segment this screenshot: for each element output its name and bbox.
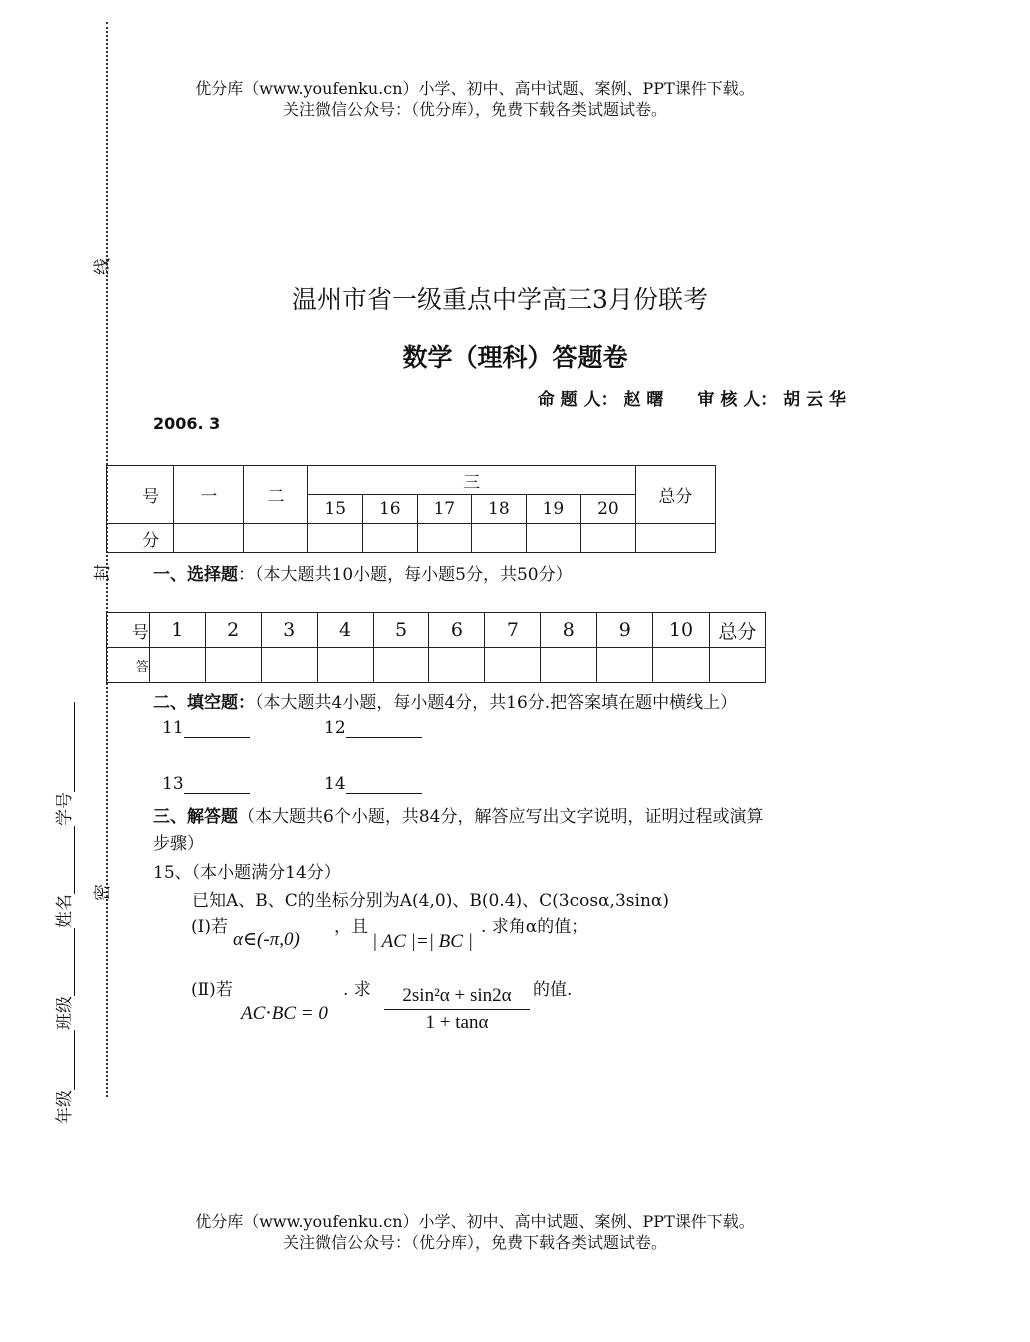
q15-fraction-denominator: 1 + tanα xyxy=(425,1012,489,1033)
q15-part1-mid: ，且 xyxy=(334,917,368,937)
name-blank[interactable] xyxy=(74,826,75,894)
binding-dotted-line xyxy=(106,22,108,1097)
choice-table-clip xyxy=(131,612,796,686)
section3-desc-line2: 步骤） xyxy=(153,834,204,854)
watermark-bottom-line2: 关注微信公众号：（优分库），免费下载各类试题试卷。 xyxy=(282,1233,667,1252)
exam-title: 温州市省一级重点中学高三3月份联考 xyxy=(292,285,708,314)
q15-part2-suffix: 的值. xyxy=(533,980,573,1000)
blank-13-line[interactable] xyxy=(184,793,250,794)
blank-11-label: 11 xyxy=(162,718,184,738)
q15-part2-math1: AC⋅BC = 0 xyxy=(241,1003,328,1024)
choice-num-5: 5 xyxy=(373,613,429,648)
score-cell[interactable] xyxy=(635,524,715,553)
score-table-row2-label: 分 xyxy=(107,524,174,553)
section1-heading-line xyxy=(153,560,573,585)
grade-label: 年级 xyxy=(55,1090,75,1124)
score-sub-17: 17 xyxy=(417,495,472,524)
choice-num-4: 4 xyxy=(317,613,373,648)
blank-12-label: 12 xyxy=(324,718,346,738)
choice-num-9: 9 xyxy=(597,613,653,648)
student-no-blank[interactable] xyxy=(74,702,75,792)
watermark-top-line1: 优分库（www.youfenku.cn）小学、初中、高中试题、案例、PPT课件下载。 xyxy=(195,79,755,98)
answer-cell[interactable] xyxy=(485,648,541,683)
q15-given: 已知A、B、C的坐标分别为A(4,0)、B(0.4)、C(3cosα,3sinα) xyxy=(192,891,670,911)
blank-14-line[interactable] xyxy=(346,793,422,794)
section2-heading: 二、填空题： xyxy=(153,693,255,713)
class-blank[interactable] xyxy=(74,928,75,996)
section2-desc: （本大题共4小题，每小题4分，共16分.把答案填在题中横线上） xyxy=(255,693,738,713)
q15-fraction-numerator: 2sin²α + sin2α xyxy=(384,985,530,1010)
score-cell[interactable] xyxy=(417,524,472,553)
score-cell[interactable] xyxy=(174,524,244,553)
choice-total-header: 总分 xyxy=(709,613,765,648)
exam-subtitle: 数学（理科）答题卷 xyxy=(402,343,628,372)
q15-part2-mid: . 求 xyxy=(343,980,371,1000)
choice-num-7: 7 xyxy=(485,613,541,648)
section2-heading-line xyxy=(153,688,737,713)
q15-part1-prefix: (I)若 xyxy=(191,917,228,937)
answer-cell[interactable] xyxy=(653,648,709,683)
blank-13-label: 13 xyxy=(162,774,184,794)
answer-cell[interactable] xyxy=(261,648,317,683)
choice-num-6: 6 xyxy=(429,613,485,648)
blank-11-line[interactable] xyxy=(184,737,250,738)
score-total-header: 总分 xyxy=(635,466,715,524)
score-cell[interactable] xyxy=(244,524,308,553)
answer-cell[interactable] xyxy=(541,648,597,683)
answer-cell[interactable] xyxy=(205,648,261,683)
q15-part1-math2: | AC |=| BC | xyxy=(372,931,473,952)
binding-mi: 密 xyxy=(93,884,113,901)
blank-12-line[interactable] xyxy=(346,737,422,738)
score-cell[interactable] xyxy=(363,524,418,553)
blank-12 xyxy=(324,718,422,738)
answer-cell[interactable] xyxy=(317,648,373,683)
blank-13 xyxy=(162,774,250,794)
section3-desc-line1: （本大题共6个小题，共84分，解答应写出文字说明，证明过程或演算 xyxy=(238,807,764,827)
score-table-clip xyxy=(136,465,746,557)
binding-xian: 线 xyxy=(93,258,113,275)
score-table xyxy=(106,465,716,553)
q15-title: 15、（本小题满分14分） xyxy=(153,863,341,883)
choice-num-10: 10 xyxy=(653,613,709,648)
answer-cell[interactable] xyxy=(597,648,653,683)
section3-heading-line xyxy=(153,802,763,827)
choice-num-2: 2 xyxy=(205,613,261,648)
watermark-top-line2: 关注微信公众号：（优分库），免费下载各类试题试卷。 xyxy=(282,100,667,119)
score-cell[interactable] xyxy=(581,524,636,553)
score-cell[interactable] xyxy=(526,524,581,553)
q15-part2-prefix: (Ⅱ)若 xyxy=(191,980,233,1000)
section1-desc: ：（本大题共10小题，每小题5分，共50分） xyxy=(238,565,573,585)
name-label: 姓名 xyxy=(55,894,75,928)
answer-cell[interactable] xyxy=(429,648,485,683)
blank-14-label: 14 xyxy=(324,774,346,794)
student-info-field xyxy=(50,644,74,1124)
choice-table xyxy=(106,612,766,683)
score-sub-20: 20 xyxy=(581,495,636,524)
exam-date: 2006. 3 xyxy=(153,414,221,433)
score-table-row-label: 号 xyxy=(107,466,174,524)
choice-row2-label: 答 xyxy=(107,648,150,683)
binding-feng: 封 xyxy=(93,564,113,581)
grade-blank[interactable] xyxy=(74,1030,75,1090)
score-sub-16: 16 xyxy=(363,495,418,524)
class-label: 班级 xyxy=(55,996,75,1030)
answer-cell[interactable] xyxy=(709,648,765,683)
choice-num-1: 1 xyxy=(149,613,205,648)
choice-row-label: 号 xyxy=(107,613,150,648)
score-sub-18: 18 xyxy=(472,495,527,524)
blank-11 xyxy=(162,718,250,738)
score-col-1: 一 xyxy=(174,466,244,524)
section3-heading: 三、解答题 xyxy=(153,807,238,827)
answer-cell[interactable] xyxy=(373,648,429,683)
choice-num-8: 8 xyxy=(541,613,597,648)
section1-heading: 一、选择题 xyxy=(153,565,238,585)
q15-part1-suffix: . 求角α的值； xyxy=(481,917,589,937)
watermark-bottom-line1: 优分库（www.youfenku.cn）小学、初中、高中试题、案例、PPT课件下载。 xyxy=(195,1212,755,1231)
choice-num-3: 3 xyxy=(261,613,317,648)
score-cell[interactable] xyxy=(472,524,527,553)
score-col-2: 二 xyxy=(244,466,308,524)
student-no-label: 学号 xyxy=(55,792,75,826)
q15-fraction xyxy=(384,985,530,1034)
blank-14 xyxy=(324,774,422,794)
score-sub-19: 19 xyxy=(526,495,581,524)
score-sub-15: 15 xyxy=(308,495,363,524)
exam-authors: 命 题 人： 赵 曙 审 核 人： 胡 云 华 xyxy=(537,390,846,410)
q15-part1-math1: α∈(-π,0) xyxy=(233,929,300,950)
score-col-3: 三 xyxy=(308,466,635,495)
score-cell[interactable] xyxy=(308,524,363,553)
answer-cell[interactable] xyxy=(149,648,205,683)
